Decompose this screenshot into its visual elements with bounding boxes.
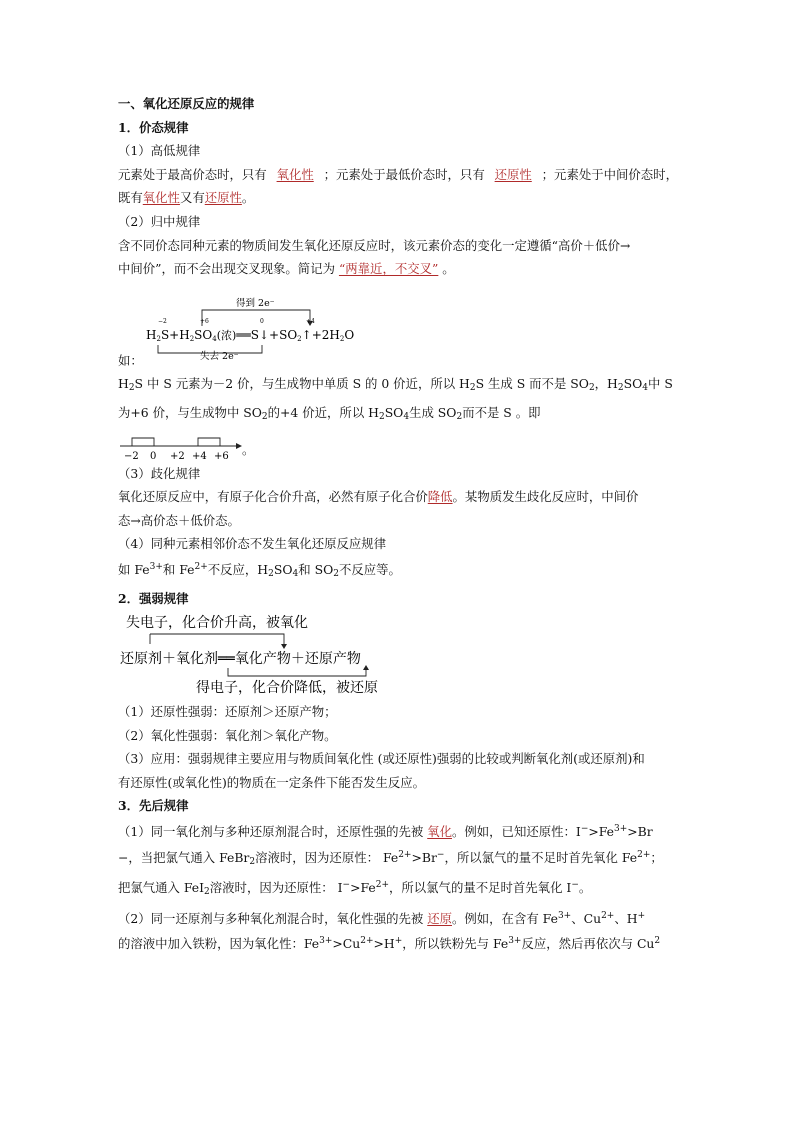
valence-scale-row: −2 0 +2 +4 +6 。 bbox=[118, 430, 678, 462]
svg-text:+6: +6 bbox=[200, 317, 209, 325]
svg-text:0: 0 bbox=[260, 317, 264, 325]
point-title: （2）归中规律 bbox=[118, 213, 201, 229]
paragraph-line: 为+6 价，与生成物中 $SO_2$的+4 价近，所以 $H_2SO_4$生成 $SO_2$而不是 S 。即 bbox=[118, 404, 541, 422]
paragraph-line: 把氯气通入 FeI$_2$溶液时，因为还原性： $I^->Fe^{2+}$，所以氯气的量不足时首先氧化 I−。 bbox=[118, 880, 592, 898]
key-term: 还原性 bbox=[494, 166, 532, 182]
valence-scale bbox=[118, 432, 242, 462]
paragraph-line: $H_2S$ 中 S 元素为－2 价，与生成物中单质 S 的 0 价近，所以 $H_2S$ 生成 S 而不是 $SO_2$，$H_2SO_4$中 S bbox=[118, 376, 673, 394]
subsection-title-2: 2．强弱规律 bbox=[118, 590, 189, 606]
paragraph-line: （2）氧化性强弱：氧化剂＞氧化产物。 bbox=[118, 727, 337, 743]
paragraph-line: （3）应用：强弱规律主要应用与物质间氧化性 (或还原性)强弱的比较或判断氧化剂(或还原剂)和 bbox=[118, 751, 645, 767]
svg-text:+4: +4 bbox=[306, 317, 315, 325]
subsection-title-1: 1．价态规律 bbox=[118, 119, 189, 135]
key-term: 氧化性 bbox=[142, 190, 180, 206]
paragraph-line: 含不同价态同种元素的物质间发生氧化还原反应时，该元素价态的变化一定遵循“高价＋低价→ bbox=[118, 237, 631, 253]
svg-text:−2: −2 bbox=[124, 450, 139, 462]
svg-text:0: 0 bbox=[150, 450, 157, 462]
bottom-label: 失去 2e⁻ bbox=[200, 350, 239, 361]
key-term: 氧化性 bbox=[276, 166, 314, 182]
scheme-top: 失电子，化合价升高，被氧化 bbox=[126, 615, 308, 632]
paragraph-line: 有还原性(或氧化性)的物质在一定条件下能否发生反应。 bbox=[118, 774, 426, 790]
redox-scheme-diagram bbox=[118, 610, 418, 696]
paragraph-line: −，当把氯气通入 FeBr$_2$溶液时，因为还原性： $Fe^{2+}>Br^-$，所以氯气的量不足时首先氧化 $Fe^{2+}$； bbox=[118, 849, 663, 867]
document-body bbox=[118, 92, 678, 956]
key-term: “两靠近，不交叉” bbox=[338, 261, 439, 277]
key-term: 降低 bbox=[427, 489, 453, 505]
point-title: （1）高低规律 bbox=[118, 143, 201, 159]
equation-text: H2S+H2SO4(浓)══S↓+SO2↑+2H2O bbox=[146, 327, 355, 343]
scheme-middle: 还原剂＋氧化剂══氧化产物＋还原产物 bbox=[120, 651, 361, 668]
paragraph-line: 氧化还原反应中，有原子化合价升高，必然有原子化合价降低。某物质发生歧化反应时，中间价 bbox=[118, 489, 639, 505]
paragraph-line: （1）同一氧化剂与多种还原剂混合时，还原性强的先被 氧化。例如，已知还原性：$I^->Fe^{3+}>Br$ bbox=[118, 824, 653, 840]
top-bracket bbox=[202, 310, 310, 326]
key-term: 还原性 bbox=[204, 190, 242, 206]
key-term: 氧化 bbox=[427, 824, 452, 840]
svg-text:+6: +6 bbox=[214, 450, 229, 462]
paragraph-line: 元素处于最高价态时，只有 氧化性 ；元素处于最低价态时，只有 还原性 ；元素处于中间价态时， bbox=[118, 163, 678, 187]
point-title: （3）歧化规律 bbox=[118, 465, 201, 481]
paragraph-line: 既有氧化性又有还原性。 bbox=[118, 190, 255, 206]
subsection-title-3: 3．先后规律 bbox=[118, 798, 189, 814]
paragraph-line: 态→高价态＋低价态。 bbox=[118, 512, 240, 528]
section-heading: 一、氧化还原反应的规律 bbox=[118, 96, 255, 111]
top-label: 得到 2e⁻ bbox=[236, 297, 275, 309]
svg-text:−2: −2 bbox=[158, 317, 167, 325]
key-term: 还原 bbox=[427, 910, 452, 926]
paragraph-line: （1）还原性强弱：还原剂＞还原产物； bbox=[118, 704, 337, 720]
point-title: （4）同种元素相邻价态不发生氧化还原反应规律 bbox=[118, 536, 387, 552]
svg-text:+4: +4 bbox=[192, 450, 207, 462]
paragraph-line: 中间价”，而不会出现交叉现象。简记为 “两靠近，不交叉” 。 bbox=[118, 261, 455, 277]
paragraph-line: 如 $Fe^{3+}$和 $Fe^{2+}$不反应，$H_2SO_4$和 $SO_2$不反应等。 bbox=[118, 561, 401, 579]
paragraph-line: （2）同一还原剂与多种氧化剂混合时，氧化性强的先被 还原。例如，在含有 $Fe^{3+}$、$Cu^{2+}$、H+ bbox=[118, 910, 646, 926]
scheme-bottom: 得电子，化合价降低，被还原 bbox=[196, 680, 378, 697]
svg-text:+2: +2 bbox=[170, 450, 185, 462]
paragraph-line: 的溶液中加入铁粉，因为氧化性：$Fe^{3+}>Cu^{2+}>H^+$，所以铁粉先与 $Fe^{3+}$反应，然后再依次与 Cu$^2$ bbox=[118, 936, 661, 952]
example-label: 如： bbox=[118, 352, 143, 368]
